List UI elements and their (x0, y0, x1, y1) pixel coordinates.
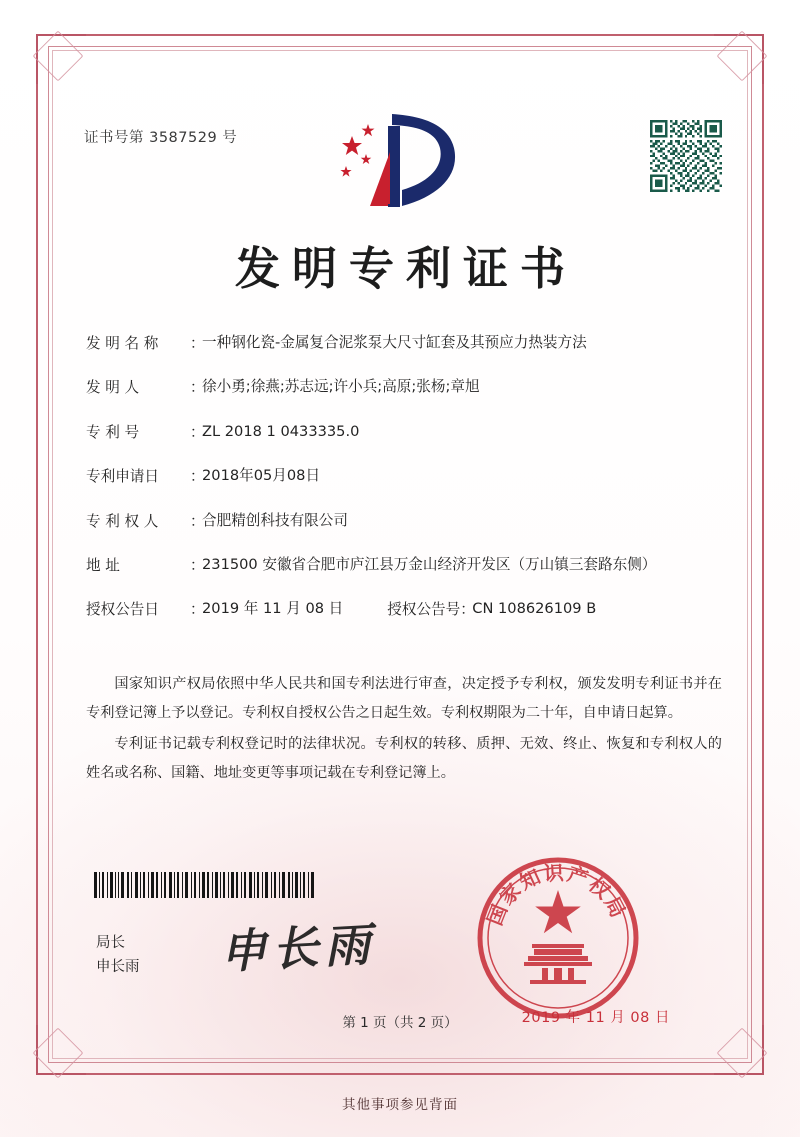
field-row-patent-number (86, 421, 724, 443)
svg-text:国家知识产权局: 国家知识产权局 (482, 860, 632, 929)
certificate-number: 证书号第 3587529 号 (84, 130, 238, 146)
field-colon: ： (190, 512, 205, 530)
field-colon: ： (460, 601, 475, 619)
seal-date: 2019 年 11 月 08 日 (521, 1010, 670, 1026)
field-value: 徐小勇;徐燕;苏志远;许小兵;高原;张杨;章旭 (202, 378, 480, 396)
field-row-address (86, 554, 724, 576)
field-label: 授权公告日 (86, 601, 159, 619)
field-label: 专 利 号 (86, 423, 140, 441)
field-row-inventors (86, 376, 724, 398)
certificate-content (70, 84, 730, 1041)
field-label: 专 利 权 人 (86, 512, 159, 530)
field-label: 发 明 人 (86, 379, 140, 397)
legal-paragraph-1: 国家知识产权局依照中华人民共和国专利法进行审查，决定授予专利权，颁发发明专利证书并在专利登记簿上予以登记。专利权自授权公告之日起生效。专利权期限为二十年，自申请日起算。 (86, 676, 722, 722)
field-label-announcement-number: 授权公告号 (387, 601, 461, 619)
qr-code-icon (650, 120, 722, 192)
field-colon: ： (190, 423, 205, 441)
field-label: 地 址 (86, 556, 120, 574)
signature-name: 申长雨 (96, 958, 140, 975)
signature-block (96, 932, 140, 980)
page-number: 第 1 页（共 2 页） (342, 1015, 458, 1031)
field-colon: ： (190, 335, 205, 352)
field-row-patentee (86, 510, 724, 532)
field-colon: ： (190, 468, 205, 486)
field-value: 231500 安徽省合肥市庐江县万金山经济开发区（万山镇三套路东侧） (202, 555, 657, 573)
legal-text (86, 670, 722, 790)
field-list (86, 332, 724, 643)
field-colon: ： (190, 379, 205, 397)
signature-handwriting: 申长雨 (218, 916, 378, 980)
field-row-invention-name (86, 332, 724, 354)
field-row-application-date (86, 465, 724, 487)
field-label: 专利申请日 (86, 468, 159, 486)
barcode-icon (94, 872, 318, 898)
field-row-grant-announcement (86, 598, 724, 620)
field-value: ZL 2018 1 0433335.0 (202, 422, 360, 440)
field-colon: ： (190, 556, 205, 574)
field-value: 2018年05月08日 (202, 467, 321, 485)
signature-role: 局长 (96, 935, 125, 951)
official-seal-icon (472, 852, 644, 1024)
legal-paragraph-2: 专利证书记载专利权登记时的法律状况。专利权的转移、质押、无效、终止、恢复和专利权人的姓名或名称、国籍、地址变更等事项记载在专利登记簿上。 (86, 736, 722, 782)
field-value: 合肥精创科技有限公司 (202, 511, 348, 529)
field-value: 2019 年 11 月 08 日 (202, 600, 344, 618)
field-value: 一种钢化瓷-金属复合泥浆泵大尺寸缸套及其预应力热装方法 (202, 334, 587, 351)
cnipa-emblem-icon (330, 106, 470, 216)
field-value-announcement-number: CN 108626109 B (472, 600, 597, 618)
field-label: 发 明 名 称 (86, 335, 159, 352)
field-colon: ： (190, 601, 205, 619)
page-title: 发明专利证书 (234, 242, 577, 295)
footer-note: 其他事项参见背面 (342, 1097, 458, 1113)
